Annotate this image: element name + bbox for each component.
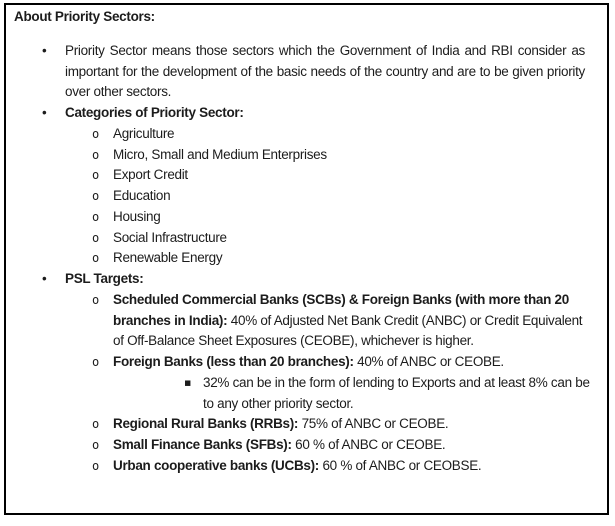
category-item-education — [113, 186, 615, 207]
category-label: Agriculture — [113, 125, 175, 141]
psl-target-value: 40% of ANBC or CEOBE. — [357, 354, 504, 369]
psl-target-label: Foreign Banks (less than 20 branches): — [113, 354, 354, 369]
circle-bullet-icon — [92, 290, 99, 311]
psl-target-value: 75% of ANBC or CEOBE. — [301, 416, 449, 432]
category-item-msme — [113, 145, 615, 166]
categories-heading-item — [65, 103, 615, 124]
category-label: Micro, Small and Medium Enterprises — [113, 146, 327, 162]
circle-bullet-icon — [92, 145, 99, 166]
category-item-social-infrastructure — [113, 228, 615, 249]
circle-bullet-icon — [92, 165, 99, 186]
category-item-renewable-energy — [113, 248, 615, 269]
categories-heading: Categories of Priority Sector: — [65, 105, 244, 120]
psl-target-label: Urban cooperative banks (UCBs): — [113, 457, 319, 473]
psl-target-label: Small Finance Banks (SFBs): — [113, 437, 292, 452]
square-bullet-icon — [184, 373, 191, 394]
document-content — [0, 7, 615, 477]
category-label: Renewable Energy — [113, 250, 223, 266]
category-item-housing — [113, 207, 615, 228]
psl-target-value: 40% of Adjusted Net Bank Credit (ANBC) or Credit Equivalent of Off-Balance Sheet Exposures (CEOBE), whichever is higher. — [113, 312, 583, 349]
intro-paragraph: Priority Sector means those sectors which the Government of India and RBI consider as important for the development of the basic needs of the country and are to be given priority over other sectors. — [65, 42, 585, 100]
psl-target-item-ucbs — [113, 456, 615, 477]
psl-target-note-item — [203, 373, 615, 415]
category-item-export-credit — [113, 165, 615, 186]
category-item-agriculture — [113, 124, 615, 145]
psl-target-item-sfbs — [113, 435, 615, 456]
circle-bullet-icon — [92, 186, 99, 207]
category-label: Export Credit — [113, 167, 188, 183]
circle-bullet-icon — [92, 435, 99, 456]
psl-target-item-foreign-banks — [113, 352, 615, 373]
category-label: Housing — [113, 208, 161, 224]
disc-bullet-icon — [42, 269, 46, 290]
psl-target-value: 60 % of ANBC or CEOBSE. — [322, 457, 482, 473]
psl-target-item-scbs — [113, 290, 615, 352]
psl-target-value: 60 % of ANBC or CEOBE. — [295, 437, 446, 452]
psl-target-label: Regional Rural Banks (RRBs): — [113, 416, 299, 432]
psl-target-note: 32% can be in the form of lending to Exports and at least 8% can be to any other priority sector. — [203, 374, 590, 411]
psl-heading: PSL Targets: — [65, 271, 144, 286]
section-title: About Priority Sectors: — [14, 9, 155, 24]
circle-bullet-icon — [92, 124, 99, 145]
disc-bullet-icon — [42, 103, 46, 124]
category-label: Social Infrastructure — [113, 229, 227, 245]
circle-bullet-icon — [92, 352, 99, 373]
circle-bullet-icon — [92, 207, 99, 228]
circle-bullet-icon — [92, 228, 99, 249]
circle-bullet-icon — [92, 248, 99, 269]
disc-bullet-icon — [42, 41, 46, 62]
circle-bullet-icon — [92, 414, 99, 435]
category-label: Education — [113, 188, 171, 203]
circle-bullet-icon — [92, 456, 99, 477]
psl-target-item-rrbs — [113, 414, 615, 435]
psl-heading-item — [65, 269, 615, 290]
intro-list-item — [65, 41, 615, 103]
psl-target-label: Scheduled Commercial Banks (SCBs) & Foreign Banks (with more than 20 branches in India): — [113, 291, 569, 328]
